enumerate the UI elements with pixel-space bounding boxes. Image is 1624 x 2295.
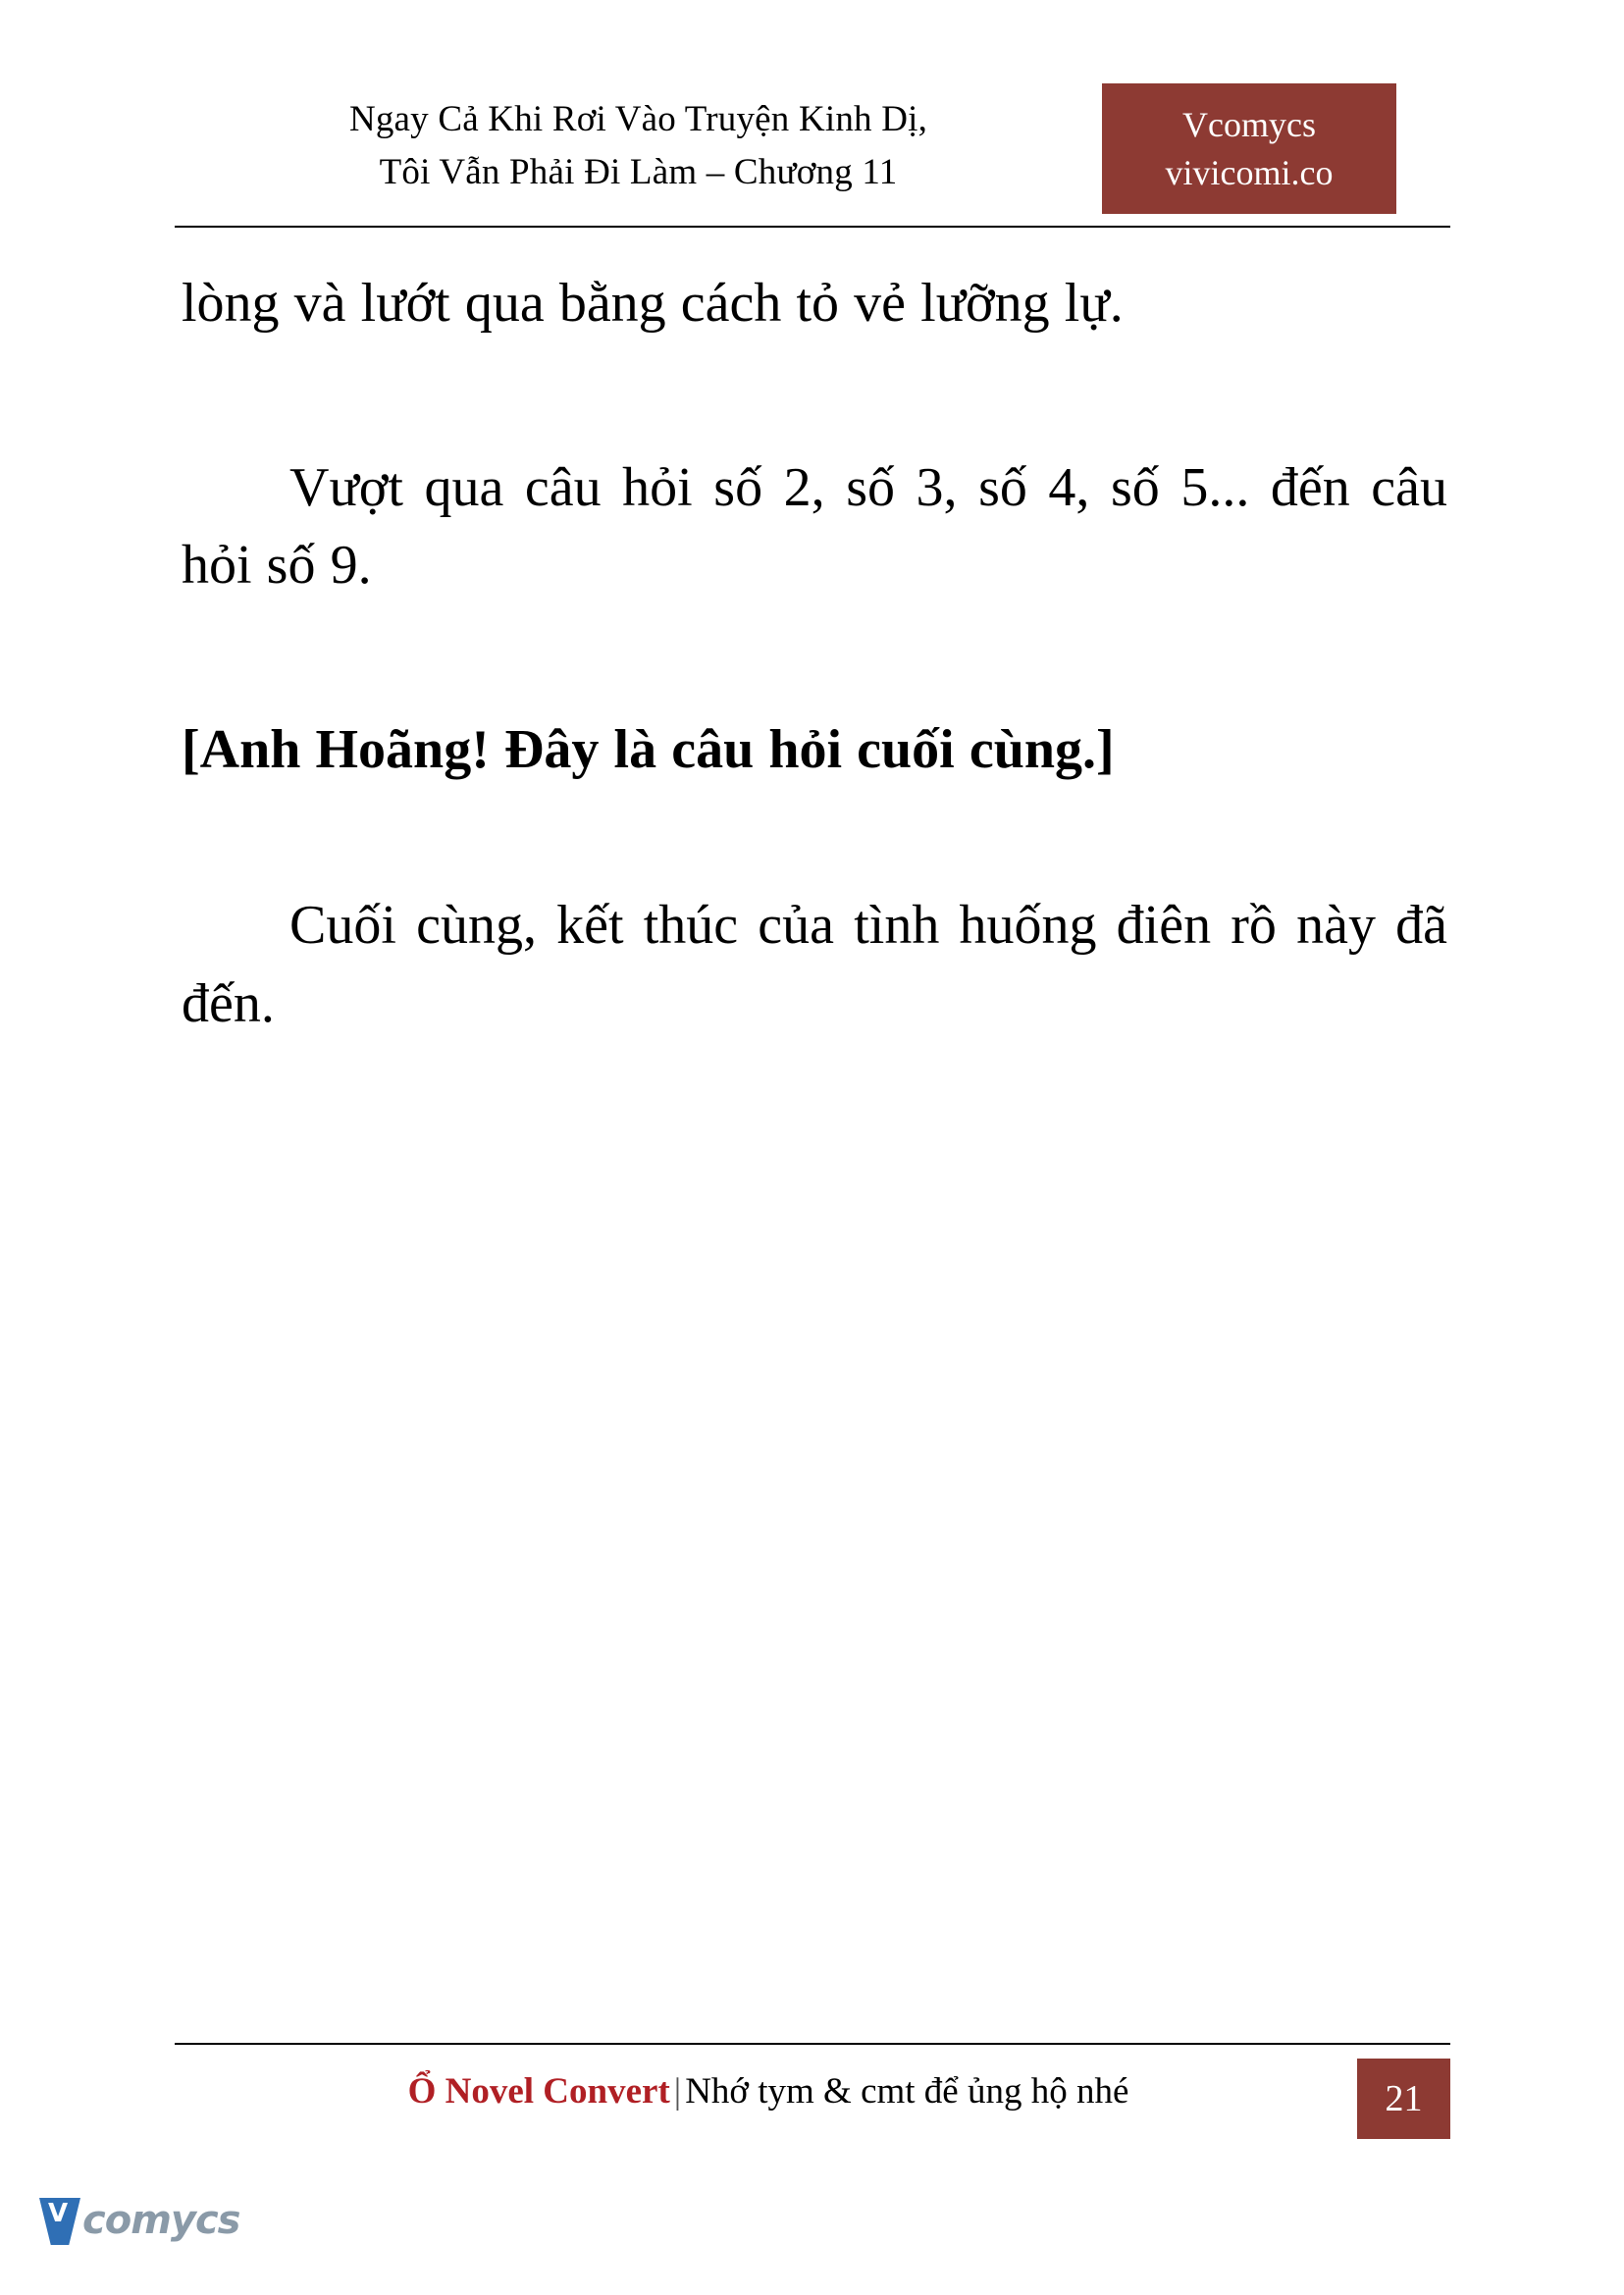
paragraph-spacer <box>182 789 1447 887</box>
footer-divider <box>175 2043 1450 2045</box>
watermark-letter: V <box>48 2199 69 2228</box>
chapter-title-line-2: Tôi Vẫn Phải Đi Làm – Chương 11 <box>379 151 898 192</box>
page-footer <box>175 2043 1450 2161</box>
chapter-title-line-1: Ngay Cả Khi Rơi Vào Truyện Kinh Dị, <box>348 99 928 139</box>
site-badge <box>1102 83 1396 214</box>
chapter-title <box>175 93 1102 198</box>
paragraph-spacer <box>182 343 1447 449</box>
footer-note: Nhớ tym & cmt để ủng hộ nhé <box>685 2071 1129 2112</box>
paragraph: Cuối cùng, kết thúc của tình huống điên rồ này đã đến. <box>182 895 1447 1034</box>
header-divider <box>175 226 1450 228</box>
paragraph: Vượt qua câu hỏi số 2, số 3, số 4, số 5... đến câu hỏi số 9. <box>182 456 1447 597</box>
page-number: 21 <box>1357 2059 1450 2139</box>
page-header <box>175 93 1450 226</box>
footer-separator: | <box>673 2071 682 2112</box>
vcomycs-watermark-logo <box>39 2190 265 2265</box>
footer-content <box>175 2064 1450 2141</box>
footer-brand: Ổ Novel Convert <box>407 2071 670 2112</box>
footer-credit <box>175 2070 1362 2113</box>
watermark-text: comycs <box>82 2198 240 2243</box>
paragraph-system-message: [Anh Hoãng! Đây là câu hỏi cuối cùng.] <box>182 718 1115 780</box>
page-content <box>182 265 1447 1043</box>
paragraph: lòng và lướt qua bằng cách tỏ vẻ lưỡng lự. <box>182 273 1124 334</box>
paragraph-spacer <box>182 605 1447 711</box>
site-badge-url: vivicomi.co <box>1165 152 1334 192</box>
site-badge-name: Vcomycs <box>1182 104 1316 144</box>
